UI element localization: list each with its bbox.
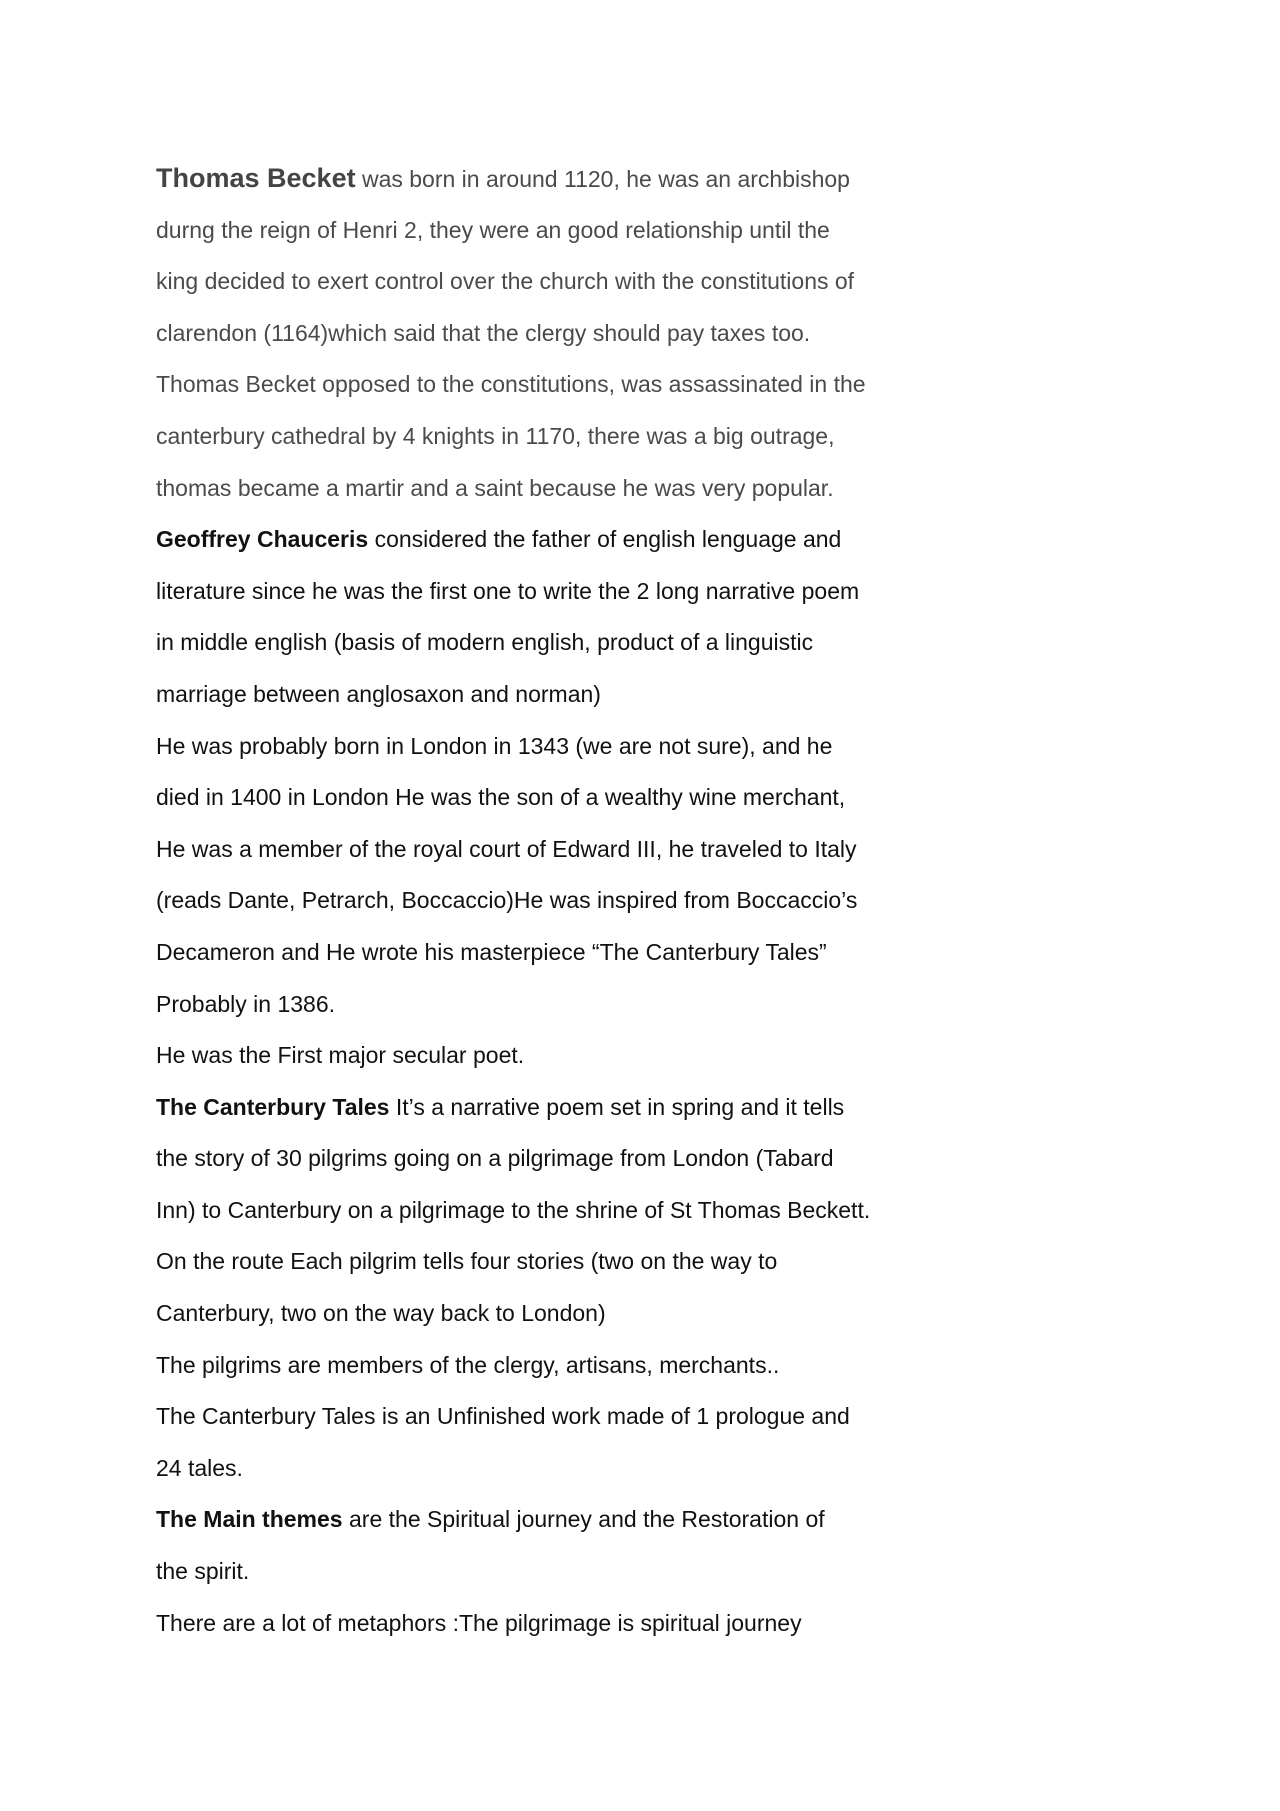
becket-line-1 [156, 155, 916, 207]
tales-line-4: On the route Each pilgrim tells four stories (two on the way to [156, 1248, 778, 1275]
chaucer-line-9: Decameron and He wrote his masterpiece “The Canterbury Tales” [156, 938, 827, 965]
becket-line-5: Thomas Becket opposed to the constitutions, was assassinated in the [156, 371, 866, 398]
tales-line-6: The pilgrims are members of the clergy, artisans, merchants.. [156, 1351, 780, 1378]
chaucer-line-7: He was a member of the royal court of Edward III, he traveled to Italy [156, 835, 857, 862]
tales-line-2: the story of 30 pilgrims going on a pilgrimage from London (Tabard [156, 1145, 834, 1172]
tales-text: It’s a narrative poem set in spring and it tells [389, 1093, 845, 1120]
chaucer-line-3: in middle english (basis of modern english, product of a linguistic [156, 629, 814, 656]
chaucer-heading: Geoffrey Chauceris [156, 526, 369, 553]
chaucer-line-2: literature since he was the first one to write the 2 long narrative poem [156, 577, 860, 604]
chaucer-text: considered the father of english lenguage and [368, 526, 842, 553]
document-body [156, 155, 916, 1651]
becket-heading: Thomas Becket [156, 163, 356, 193]
tales-heading: The Canterbury Tales [156, 1093, 390, 1120]
chaucer-line-6: died in 1400 in London He was the son of a wealthy wine merchant, [156, 784, 846, 811]
chaucer-line-4: marriage between anglosaxon and norman) [156, 680, 601, 707]
tales-line-7: The Canterbury Tales is an Unfinished work made of 1 prologue and [156, 1403, 850, 1430]
becket-line-3: king decided to exert control over the church with the constitutions of [156, 268, 855, 295]
tales-line-8: 24 tales. [156, 1454, 243, 1481]
tales-line-1 [156, 1084, 916, 1136]
chaucer-line-1 [156, 516, 916, 568]
becket-line-4: clarendon (1164)which said that the clergy should pay taxes too. [156, 319, 811, 346]
chaucer-line-5: He was probably born in London in 1343 (we are not sure), and he [156, 732, 833, 759]
themes-heading: The Main themes [156, 1506, 343, 1533]
becket-text: was born in around 1120, he was an archbishop [355, 166, 850, 192]
chaucer-line-10: Probably in 1386. [156, 990, 336, 1017]
becket-line-6: canterbury cathedral by 4 knights in 1170, there was a big outrage, [156, 422, 835, 449]
themes-text: are the Spiritual journey and the Restoration of [342, 1506, 825, 1533]
becket-line-2: durng the reign of Henri 2, they were an good relationship until the [156, 216, 830, 243]
themes-line-2: the spirit. [156, 1558, 250, 1585]
becket-line-7: thomas became a martir and a saint because he was very popular. [156, 474, 834, 501]
chaucer-line-8: (reads Dante, Petrarch, Boccaccio)He was inspired from Boccaccio’s [156, 887, 858, 914]
themes-line-3: There are a lot of metaphors :The pilgrimage is spiritual journey [156, 1609, 802, 1636]
chaucer-line-11: He was the First major secular poet. [156, 1042, 525, 1069]
themes-line-1 [156, 1496, 916, 1548]
tales-line-5: Canterbury, two on the way back to London) [156, 1300, 606, 1327]
tales-line-3: Inn) to Canterbury on a pilgrimage to the shrine of St Thomas Beckett. [156, 1196, 871, 1223]
